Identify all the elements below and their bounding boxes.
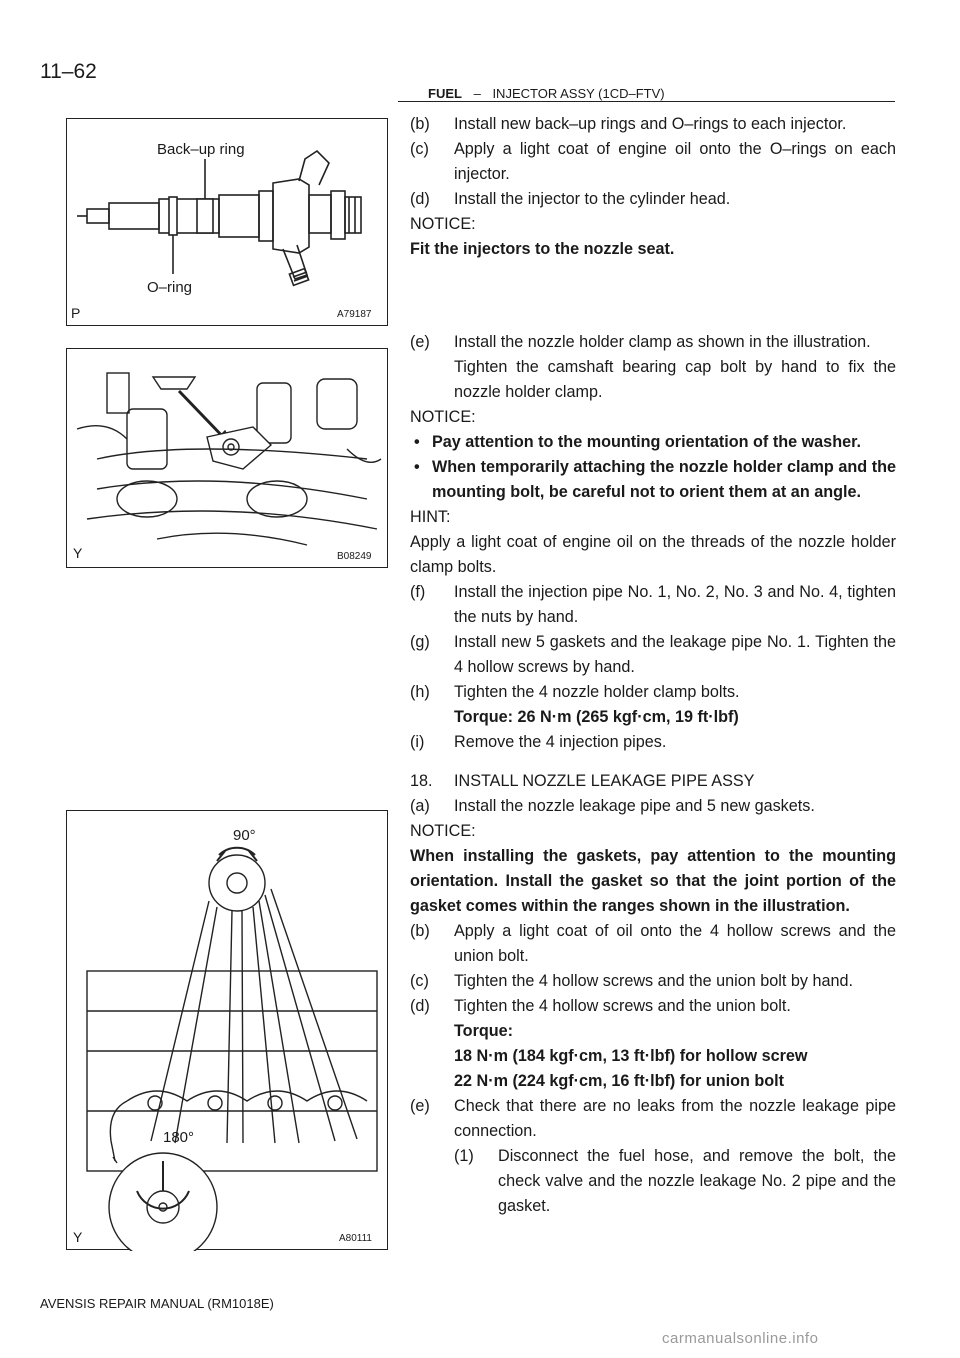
step-e2: (e) Check that there are no leaks from the nozzle leakage pipe connection. xyxy=(410,1097,896,1140)
section-header xyxy=(428,86,665,101)
figure-leakage-pipe xyxy=(66,810,388,1250)
angle-180-label: 180° xyxy=(163,1129,195,1146)
step-e1: (e) Install the nozzle holder clamp as shown in the illustration. xyxy=(410,333,871,351)
step-18-heading: 18. INSTALL NOZZLE LEAKAGE PIPE ASSY xyxy=(410,772,755,790)
step-c2: (c) Tighten the 4 hollow screws and the union bolt by hand. xyxy=(410,972,853,990)
torque-h1: Torque: 26 N·m (265 kgf·cm, 19 ft·lbf) xyxy=(454,708,739,726)
notice-3-title: NOTICE: xyxy=(410,822,476,840)
leakage-pipe-illustration xyxy=(67,811,389,1251)
step-i1: (i) Remove the 4 injection pipes. xyxy=(410,733,667,751)
subsection-title: INJECTOR ASSY (1CD–FTV) xyxy=(492,86,665,101)
notice-2-title: NOTICE: xyxy=(410,408,476,426)
notice-2-bullet-1: • Pay attention to the mounting orientation of the washer. xyxy=(414,433,861,451)
footer-manual-title: AVENSIS REPAIR MANUAL (RM1018E) xyxy=(40,1296,274,1311)
hint-title: HINT: xyxy=(410,508,451,526)
clamp-illustration xyxy=(67,349,389,569)
torque-d2-title: Torque: xyxy=(454,1022,514,1040)
step-h1: (h) Tighten the 4 nozzle holder clamp bolts. xyxy=(410,683,740,701)
step-g1: (g) Install new 5 gaskets and the leakage pipe No. 1. Tighten the 4 hollow screws by hand. xyxy=(410,633,896,676)
step-c1: (c) Apply a light coat of engine oil onto the O–rings on each injector. xyxy=(410,140,896,183)
torque-d2-line-1: 18 N·m (184 kgf·cm, 13 ft·lbf) for hollow screw xyxy=(454,1047,808,1065)
step-b2: (b) Apply a light coat of oil onto the 4 hollow screws and the union bolt. xyxy=(410,922,896,965)
notice-2-bullet-2: • When temporarily attaching the nozzle holder clamp and the mounting bolt, be careful not to orient them at an angle. xyxy=(414,458,896,501)
instruction-text xyxy=(410,112,896,1219)
step-d2: (d) Tighten the 4 hollow screws and the union bolt. xyxy=(410,997,791,1015)
torque-d2-line-2: 22 N·m (224 kgf·cm, 16 ft·lbf) for union bolt xyxy=(454,1072,785,1090)
figure-letter: P xyxy=(71,305,81,321)
step-e1-detail: Tighten the camshaft bearing cap bolt by hand to fix the nozzle holder clamp. xyxy=(454,358,896,401)
figure-letter: Y xyxy=(73,1229,83,1245)
figure-nozzle-clamp xyxy=(66,348,388,568)
backup-ring-label: Back–up ring xyxy=(157,141,245,158)
notice-3-text: When installing the gaskets, pay attention to the mounting orientation. Install the gasket so that the joint portion of the gasket comes within the ranges shown in the illustration. xyxy=(410,847,896,915)
page-number: 11–62 xyxy=(40,60,97,83)
figure-letter: Y xyxy=(73,545,83,561)
step-a2: (a) Install the nozzle leakage pipe and 5 new gaskets. xyxy=(410,797,815,815)
header-rule xyxy=(398,101,895,102)
figure-code: A80111 xyxy=(339,1233,372,1244)
header-separator: – xyxy=(473,86,481,101)
figure-injector-rings xyxy=(66,118,388,326)
section-title: FUEL xyxy=(428,86,462,101)
notice-1-title: NOTICE: xyxy=(410,215,476,233)
figure-code: A79187 xyxy=(337,309,372,320)
substep-1: (1) Disconnect the fuel hose, and remove the bolt, the check valve and the nozzle leakage No. 2 pipe and the gasket. xyxy=(454,1147,896,1215)
footer-watermark: carmanualsonline.info xyxy=(662,1330,819,1347)
step-f1: (f) Install the injection pipe No. 1, No. 2, No. 3 and No. 4, tighten the nuts by hand. xyxy=(410,583,896,626)
notice-1-text: Fit the injectors to the nozzle seat. xyxy=(410,240,675,258)
figure-code: B08249 xyxy=(337,551,372,562)
step-d1: (d) Install the injector to the cylinder head. xyxy=(410,190,731,208)
step-b1: (b) Install new back–up rings and O–rings to each injector. xyxy=(410,115,847,133)
hint-text: Apply a light coat of engine oil on the threads of the nozzle holder clamp bolts. xyxy=(410,533,896,576)
oring-label: O–ring xyxy=(147,279,193,296)
angle-90-label: 90° xyxy=(233,827,256,844)
